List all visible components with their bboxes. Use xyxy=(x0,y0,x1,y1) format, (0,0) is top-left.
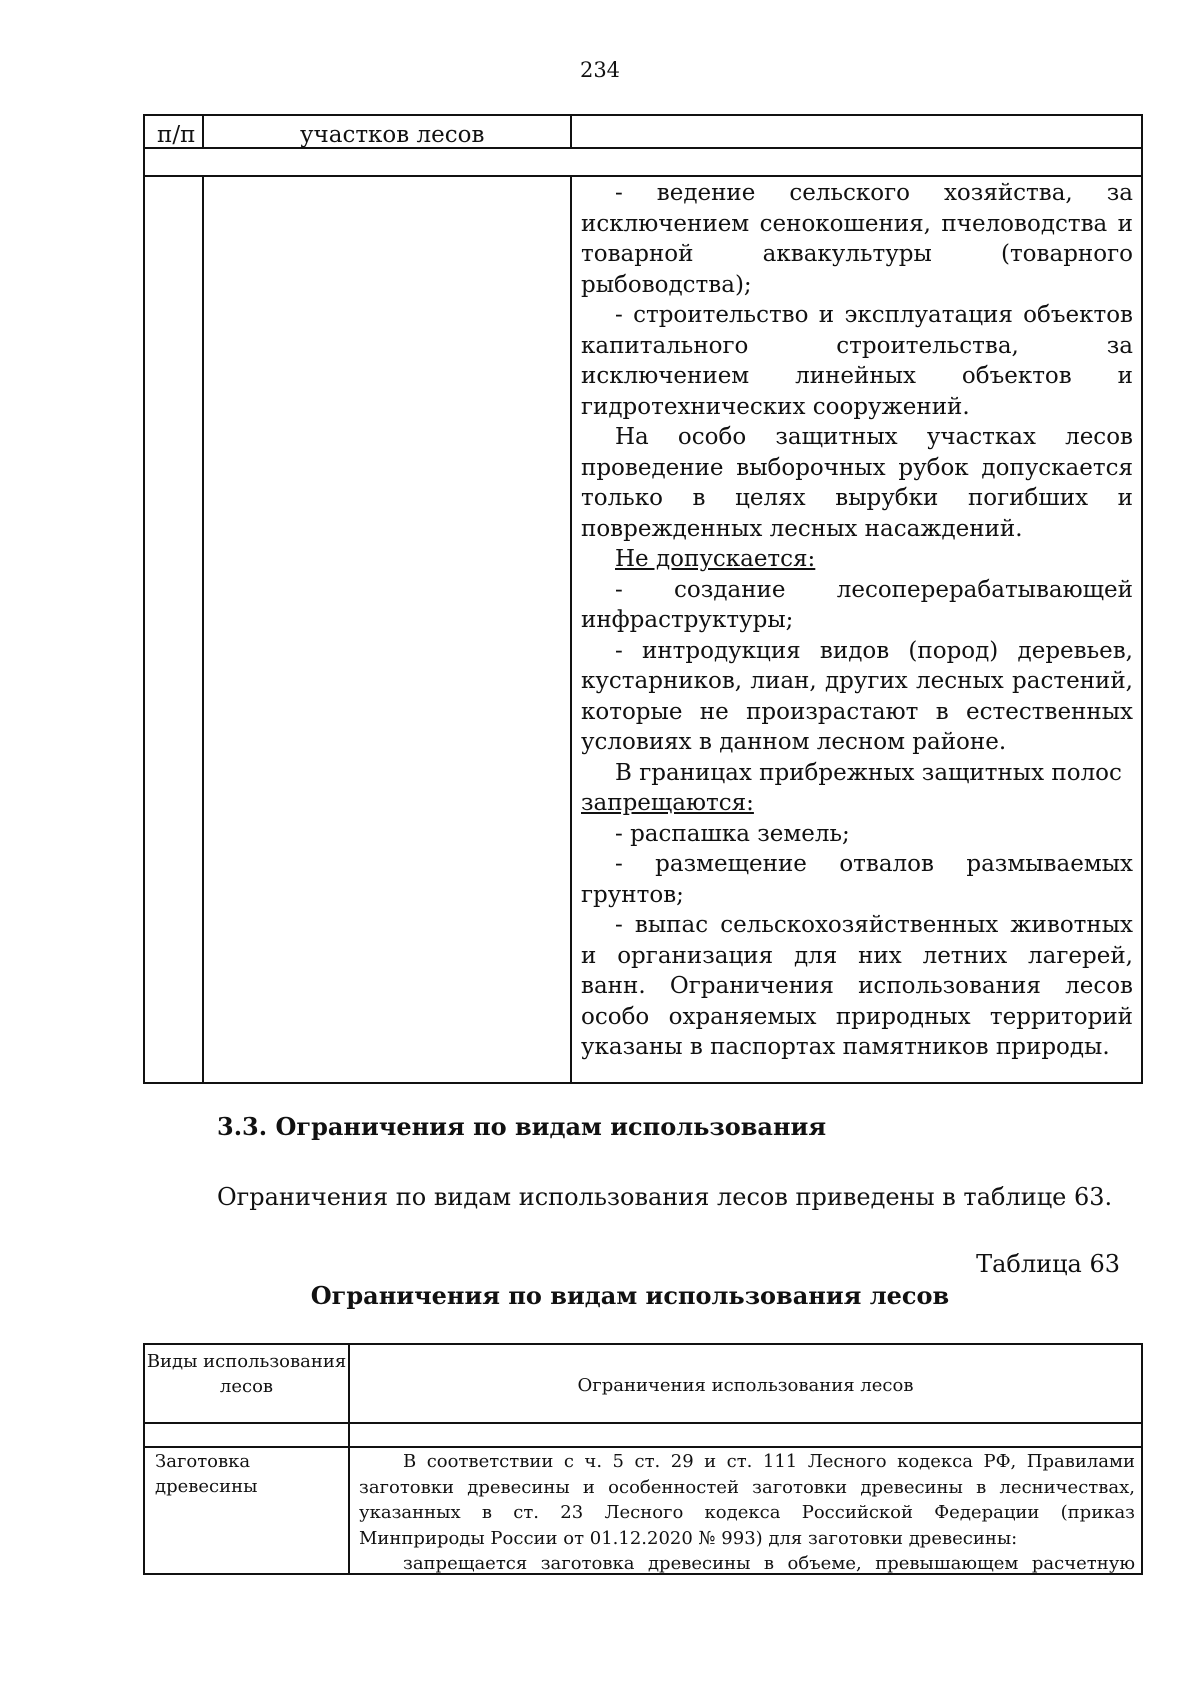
table-label: Таблица 63 xyxy=(976,1250,1120,1278)
row-paragraph: запрещается заготовка древесины в объеме, превышающем расчетную xyxy=(403,1553,1135,1574)
restrictions-table-continued xyxy=(143,114,1143,1084)
underlined-phrase: Не допускается: xyxy=(615,546,816,572)
row-paragraph: В соответствии с ч. 5 ст. 29 и ст. 111 Лесного кодекса РФ, Правилами заготовки древесины и особенностей заготовки древесины в лесничествах, указанных в ст. 23 Лесного кодекса Российской Федерации (приказ Минприроды России от 01.12.2020 № 993) для заготовки древесины: xyxy=(359,1451,1135,1549)
restrictions-text xyxy=(581,178,1133,1063)
table-title: Ограничения по видам использования лесов xyxy=(310,1281,950,1310)
restriction-paragraph: - интродукция видов (пород) деревьев, кустарников, лиан, других лесных растений, которые не произрастают в естественных условиях в данном лесном районе. xyxy=(581,637,1133,755)
restriction-paragraph: - ведение сельского хозяйства, за исключением сенокошения, пчеловодства и товарной аквакультуры (товарного рыбоводства); xyxy=(581,180,1133,298)
column-rule xyxy=(570,175,572,1082)
restriction-paragraph: - распашка земель; xyxy=(615,820,850,847)
page-number: 234 xyxy=(579,58,621,82)
row-restrictions-text xyxy=(359,1449,1135,1577)
column-rule xyxy=(202,175,204,1082)
header-plots: участков лесов xyxy=(300,122,485,148)
table-rule xyxy=(145,147,1141,149)
header-number: п/п xyxy=(157,122,196,148)
table-rule xyxy=(145,1446,1141,1448)
restriction-paragraph: В границах прибрежных защитных полос xyxy=(615,759,1122,786)
underlined-phrase: запрещаются: xyxy=(581,790,754,816)
intro-paragraph: Ограничения по видам использования лесов приведены в таблице 63. xyxy=(217,1183,1113,1211)
restriction-paragraph: - выпас сельскохозяйственных животных и организация для них летних лагерей, ванн. Ограничения использования лесов особо охраняемых природных территорий указаны в паспортах памятников природы. xyxy=(581,912,1133,1060)
row-use-type: Заготовка древесины xyxy=(155,1451,258,1497)
restriction-paragraph: На особо защитных участках лесов проведение выборочных рубок допускается только в целях вырубки погибших и поврежденных лесных насаждений. xyxy=(581,424,1133,542)
restriction-paragraph: - строительство и эксплуатация объектов капитального строительства, за исключением линейных объектов и гидротехнических сооружений. xyxy=(581,302,1133,420)
header-use-restrictions: Ограничения использования лесов xyxy=(577,1375,914,1396)
restriction-paragraph: - создание лесоперерабатывающей инфраструктуры; xyxy=(581,576,1133,633)
restriction-paragraph: - размещение отвалов размываемых грунтов; xyxy=(581,851,1133,908)
column-rule xyxy=(202,116,204,147)
restriction-paragraph xyxy=(581,788,1133,819)
table-rule xyxy=(145,1422,1141,1424)
table-rule xyxy=(145,175,1141,177)
use-restrictions-table xyxy=(143,1343,1143,1575)
restriction-paragraph xyxy=(581,544,1133,575)
header-use-type: Виды использования лесов xyxy=(146,1351,347,1397)
column-rule xyxy=(570,116,572,147)
section-heading: 3.3. Ограничения по видам использования xyxy=(217,1112,827,1141)
